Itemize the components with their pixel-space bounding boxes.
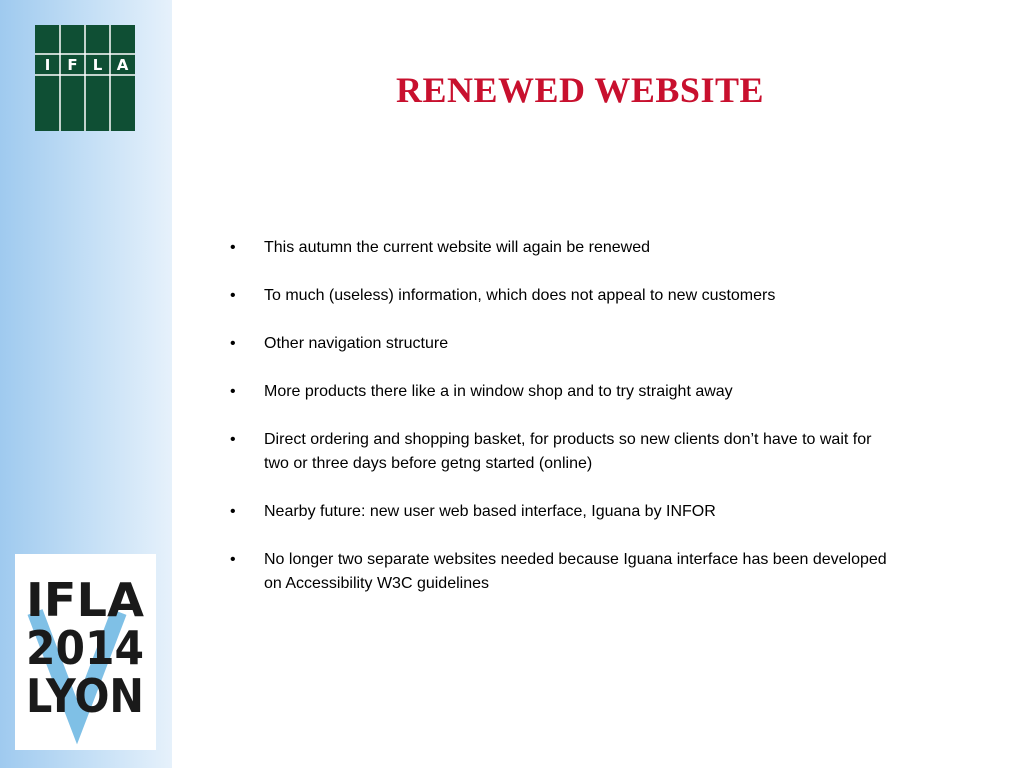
bullet-marker: • xyxy=(230,239,236,256)
ifla-logo-letter: I xyxy=(44,56,51,74)
ifla-logo xyxy=(35,25,135,131)
ifla-logo-letter: A xyxy=(116,56,129,74)
bullet-item xyxy=(230,428,890,476)
ifla-2014-lyon-logo xyxy=(15,554,156,750)
ifla-logo-letter: L xyxy=(92,56,103,74)
ifla-logo-letter: F xyxy=(67,56,78,74)
bullet-item xyxy=(230,500,890,524)
bullet-item xyxy=(230,236,890,260)
bullet-marker: • xyxy=(230,503,236,520)
bullet-text: This autumn the current website will again be renewed xyxy=(264,239,650,256)
bullet-text: Other navigation structure xyxy=(264,335,449,352)
bullet-marker: • xyxy=(230,287,236,304)
event-logo-line: IFLA xyxy=(26,573,145,627)
event-logo-line: LYON xyxy=(26,669,144,723)
bullet-marker: • xyxy=(230,551,236,568)
bullet-list xyxy=(230,236,890,620)
bullet-marker: • xyxy=(230,383,236,400)
bullet-item xyxy=(230,380,890,404)
bullet-item xyxy=(230,284,890,308)
bullet-text: More products there like a in window shop and to try straight away xyxy=(264,383,733,400)
bullet-marker: • xyxy=(230,335,236,352)
bullet-item xyxy=(230,332,890,356)
bullet-text: No longer two separate websites needed because Iguana interface has been developed on Accessibility W3C guidelines xyxy=(264,551,887,592)
bullet-text: Direct ordering and shopping basket, for products so new clients don’t have to wait for two or three days before getng started (online) xyxy=(264,431,872,472)
slide-title: RENEWED WEBSITE xyxy=(396,70,764,110)
bullet-text: Nearby future: new user web based interface, Iguana by INFOR xyxy=(264,503,716,520)
event-logo-line: 2014 xyxy=(26,621,144,675)
bullet-item xyxy=(230,548,890,596)
bullet-text: To much (useless) information, which does not appeal to new customers xyxy=(264,287,776,304)
bullet-marker: • xyxy=(230,431,236,448)
